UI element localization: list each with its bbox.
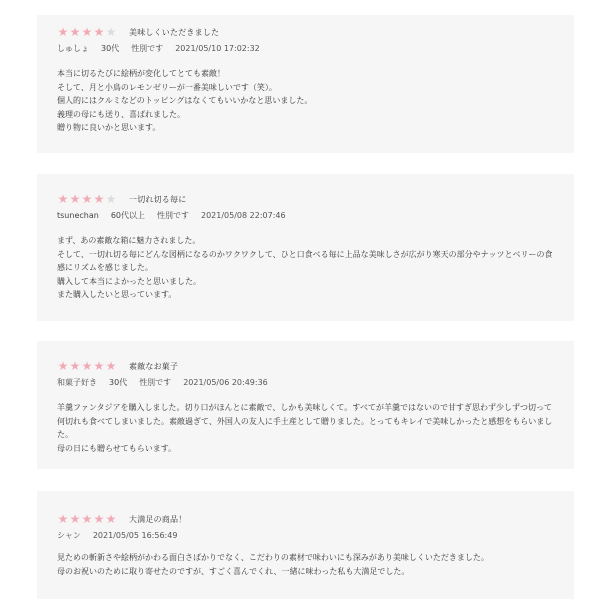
review-card bbox=[37, 15, 574, 153]
review-date: 2021/05/10 17:02:32 bbox=[175, 43, 260, 53]
review-meta bbox=[57, 528, 574, 542]
star-icon: ★ bbox=[93, 192, 105, 206]
star-icon: ★ bbox=[69, 192, 81, 206]
star-icon: ★ bbox=[69, 512, 81, 526]
review-meta bbox=[57, 41, 574, 55]
review-body bbox=[57, 67, 574, 135]
star-icon: ★ bbox=[57, 512, 69, 526]
review-body bbox=[57, 401, 574, 455]
review-line: 購入して本当によかったと思いました。 bbox=[57, 276, 201, 286]
star-icon: ★ bbox=[93, 25, 105, 39]
review-meta bbox=[57, 208, 574, 222]
review-gender: 性別です bbox=[131, 43, 164, 53]
star-icon: ★ bbox=[105, 512, 117, 526]
review-line: 個人的にはクルミなどのトッピングはなくてもいいかなと思いました。 bbox=[57, 96, 313, 105]
review-card bbox=[37, 174, 574, 321]
star-icon: ★ bbox=[57, 359, 69, 373]
review-line: そして、一切れ切る毎にどんな図柄になるのかワクワクして、ひと口食べる毎に上品な美味しさが広がり寒天の部分やナッツとベリーの食感にリズムを感じました。 bbox=[57, 249, 553, 272]
review-title: 大満足の商品！ bbox=[129, 514, 187, 524]
review-date: 2021/05/05 16:56:49 bbox=[92, 530, 178, 540]
star-icon: ★ bbox=[105, 359, 117, 373]
star-icon: ★ bbox=[105, 25, 117, 39]
review-gender: 性別です bbox=[139, 377, 172, 387]
review-card bbox=[37, 341, 574, 469]
star-icon: ★ bbox=[81, 25, 93, 39]
review-header bbox=[57, 511, 574, 527]
review-date: 2021/05/06 20:49:36 bbox=[183, 377, 268, 387]
star-icon: ★ bbox=[81, 512, 93, 526]
star-icon: ★ bbox=[105, 192, 117, 206]
review-line: 贈り物に良いかと思います。 bbox=[57, 123, 161, 132]
review-card bbox=[37, 491, 574, 599]
star-icon: ★ bbox=[57, 192, 69, 206]
review-line: 母のお祝いのために取り寄せたのですが、すごく喜んでくれ、一緒に味わった私も大満足でした。 bbox=[57, 566, 410, 576]
star-icon: ★ bbox=[69, 25, 81, 39]
review-author: シャン bbox=[57, 530, 81, 540]
review-author: 和菓子好き bbox=[57, 377, 97, 387]
review-date: 2021/05/08 22:07:46 bbox=[201, 210, 286, 220]
review-line: また購入したいと思っています。 bbox=[57, 290, 177, 299]
review-line: 義理の母にも送り、喜ばれました。 bbox=[57, 109, 185, 119]
review-age: 30代 bbox=[101, 43, 120, 53]
review-line: 本当に切るたびに絵柄が変化してとても素敵！ bbox=[57, 69, 225, 78]
review-author: tsunechan bbox=[57, 210, 99, 220]
review-header bbox=[57, 24, 574, 40]
review-age: 60代以上 bbox=[110, 210, 145, 220]
review-body bbox=[57, 551, 574, 578]
star-icon: ★ bbox=[93, 512, 105, 526]
star-rating bbox=[57, 25, 129, 39]
star-icon: ★ bbox=[81, 359, 93, 373]
review-line: そして、月と小鳥のレモンゼリーが一番美味しいです（笑）。 bbox=[57, 82, 277, 92]
star-icon: ★ bbox=[93, 359, 105, 373]
review-line: 羊羹ファンタジアを購入しました。切り口がほんとに素敵で、しかも美味しくて。すべてが羊羹ではないので甘すぎ思わず少しずつ切って何切れも食べてしまいました。素敵過ぎて、外国人の友人に手土産として贈りました。とってもキレイで美味しかったと感想をもらいました。 bbox=[57, 403, 553, 439]
review-title: 素敵なお菓子 bbox=[129, 361, 179, 371]
star-rating bbox=[57, 359, 129, 373]
review-line: まず、あの素敵な箱に魅力されました。 bbox=[57, 236, 201, 245]
star-icon: ★ bbox=[81, 192, 93, 206]
review-body bbox=[57, 234, 574, 302]
review-header bbox=[57, 191, 574, 207]
review-age: 30代 bbox=[109, 377, 128, 387]
review-gender: 性別です bbox=[157, 210, 189, 220]
star-icon: ★ bbox=[57, 25, 69, 39]
star-rating bbox=[57, 512, 129, 526]
review-author: しゅしょ bbox=[57, 43, 89, 53]
review-line: 母の日にも贈らせてもらいます。 bbox=[57, 443, 177, 453]
review-line: 見ための斬新さや絵柄がかわる面白さばかりでなく、こだわりの素材で味わいにも深みがあり美味しくいただきました。 bbox=[57, 553, 489, 562]
review-title: 一切れ切る毎に bbox=[129, 194, 187, 204]
review-meta bbox=[57, 375, 574, 389]
review-header bbox=[57, 358, 574, 374]
star-rating bbox=[57, 192, 129, 206]
review-title: 美味しくいただきました bbox=[129, 27, 220, 37]
star-icon: ★ bbox=[69, 359, 81, 373]
